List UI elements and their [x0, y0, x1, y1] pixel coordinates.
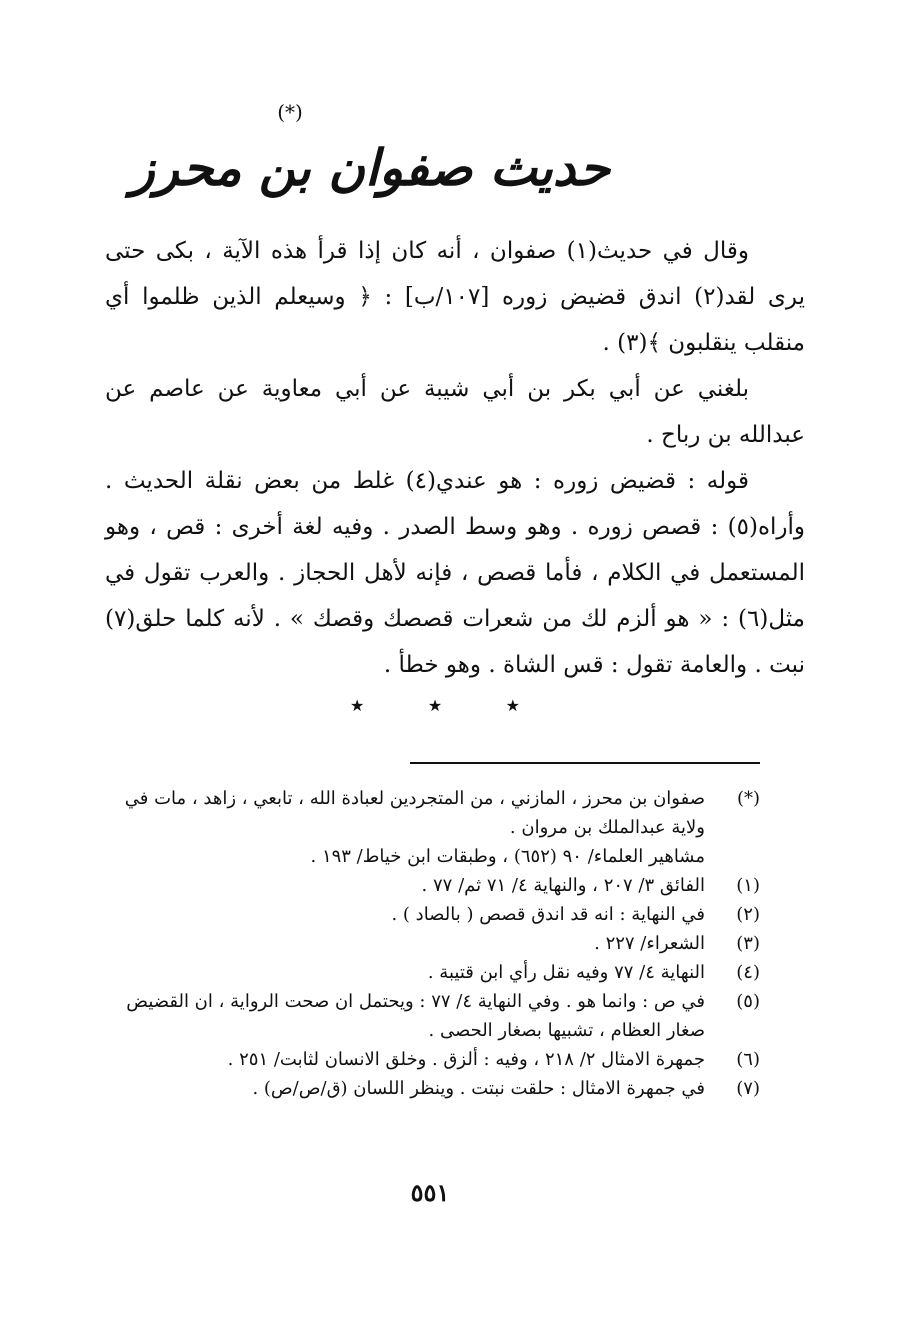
page-number: ٥٥١ [410, 1178, 450, 1207]
footnote-number: (*) [736, 788, 760, 809]
footnote-text: النهاية ٤/ ٧٧ وفيه نقل رأي ابن قتيبة . [427, 962, 705, 983]
footnote-item [100, 871, 760, 900]
footnote-number: (٧) [736, 1078, 760, 1099]
paragraph-commentary: قوله : قضيض زوره : هو عندي(٤) غلط من بعض نقلة الحديث . وأراه(٥) : قصص زوره . وهو وسط الصدر . وفيه لغة أخرى : قص ، وهو المستعمل في الكلام ، فأما قصص ، فإنه لأهل الحجاز . والعرب تقول في مثل(٦) : « هو ألزم لك من شعرات قصصك وقصك » . لأنه كلما حلق(٧) نبت . والعامة تقول : قس الشاة . وهو خطأ . [105, 468, 805, 678]
star-icon: ★ [505, 696, 520, 715]
footnote-item [100, 958, 760, 987]
footnote-item [100, 1045, 760, 1074]
footnote-item [100, 987, 760, 1045]
footnote-text: في جمهرة الامثال : حلقت نبتت . وينظر اللسان (ق/ص/ص) . [252, 1078, 705, 1099]
paragraph-isnad: بلغني عن أبي بكر بن أبي شيبة عن أبي معاوية عن عاصم عن عبدالله بن رباح . [105, 376, 805, 448]
footnote-text: صفوان بن محرز ، المازني ، من المتجردين لعبادة الله ، تابعي ، زاهد ، مات في ولاية عبدالملك بن مروان . [124, 788, 705, 838]
footnote-text: في النهاية : انه قد اندق قصص ( بالصاد ) . [391, 904, 705, 925]
title-footnote-marker: (*) [277, 100, 303, 124]
footnote-text: جمهرة الامثال ٢/ ٢١٨ ، وفيه : ألزق . وخلق الانسان لثابت/ ٢٥١ . [227, 1049, 705, 1070]
paragraph-hadith: وقال في حديث(١) صفوان ، أنه كان إذا قرأ هذه الآية ، بكى حتى يرى لقد(٢) اندق قضيض زوره [١٠٧/ب] : ﴿ وسيعلم الذين ظلموا أي منقلب ينقلبون ﴾(٣) . [105, 238, 805, 356]
footnote-number: (٢) [736, 904, 760, 925]
section-separator [350, 696, 520, 715]
footnotes [100, 784, 760, 1103]
footnote-item [100, 900, 760, 929]
footnote-text: الفائق ٣/ ٢٠٧ ، والنهاية ٤/ ٧١ ثم/ ٧٧ . [421, 875, 705, 896]
footnote-number: (٣) [736, 933, 760, 954]
main-text [105, 228, 805, 688]
footnote-text: مشاهير العلماء/ ٩٠ (٦٥٢) ، وطبقات ابن خياط/ ١٩٣ . [310, 846, 705, 867]
star-icon: ★ [427, 696, 443, 715]
chapter-title: حديث صفوان بن محرز [130, 138, 610, 197]
footnote-item [100, 784, 760, 871]
footnote-number: (٤) [736, 962, 760, 983]
star-icon: ★ [350, 696, 365, 715]
footnote-rule [410, 762, 760, 764]
footnote-item [100, 1074, 760, 1103]
footnote-number: (٥) [736, 991, 760, 1012]
footnote-number: (١) [736, 875, 760, 896]
footnote-item [100, 929, 760, 958]
footnote-text: في ص : وانما هو . وفي النهاية ٤/ ٧٧ : ويحتمل ان صحت الرواية ، ان القضيض صغار العظام ، تشبيها بصغار الحصى . [126, 991, 705, 1041]
footnote-text: الشعراء/ ٢٢٧ . [594, 933, 705, 954]
footnote-number: (٦) [736, 1049, 760, 1070]
